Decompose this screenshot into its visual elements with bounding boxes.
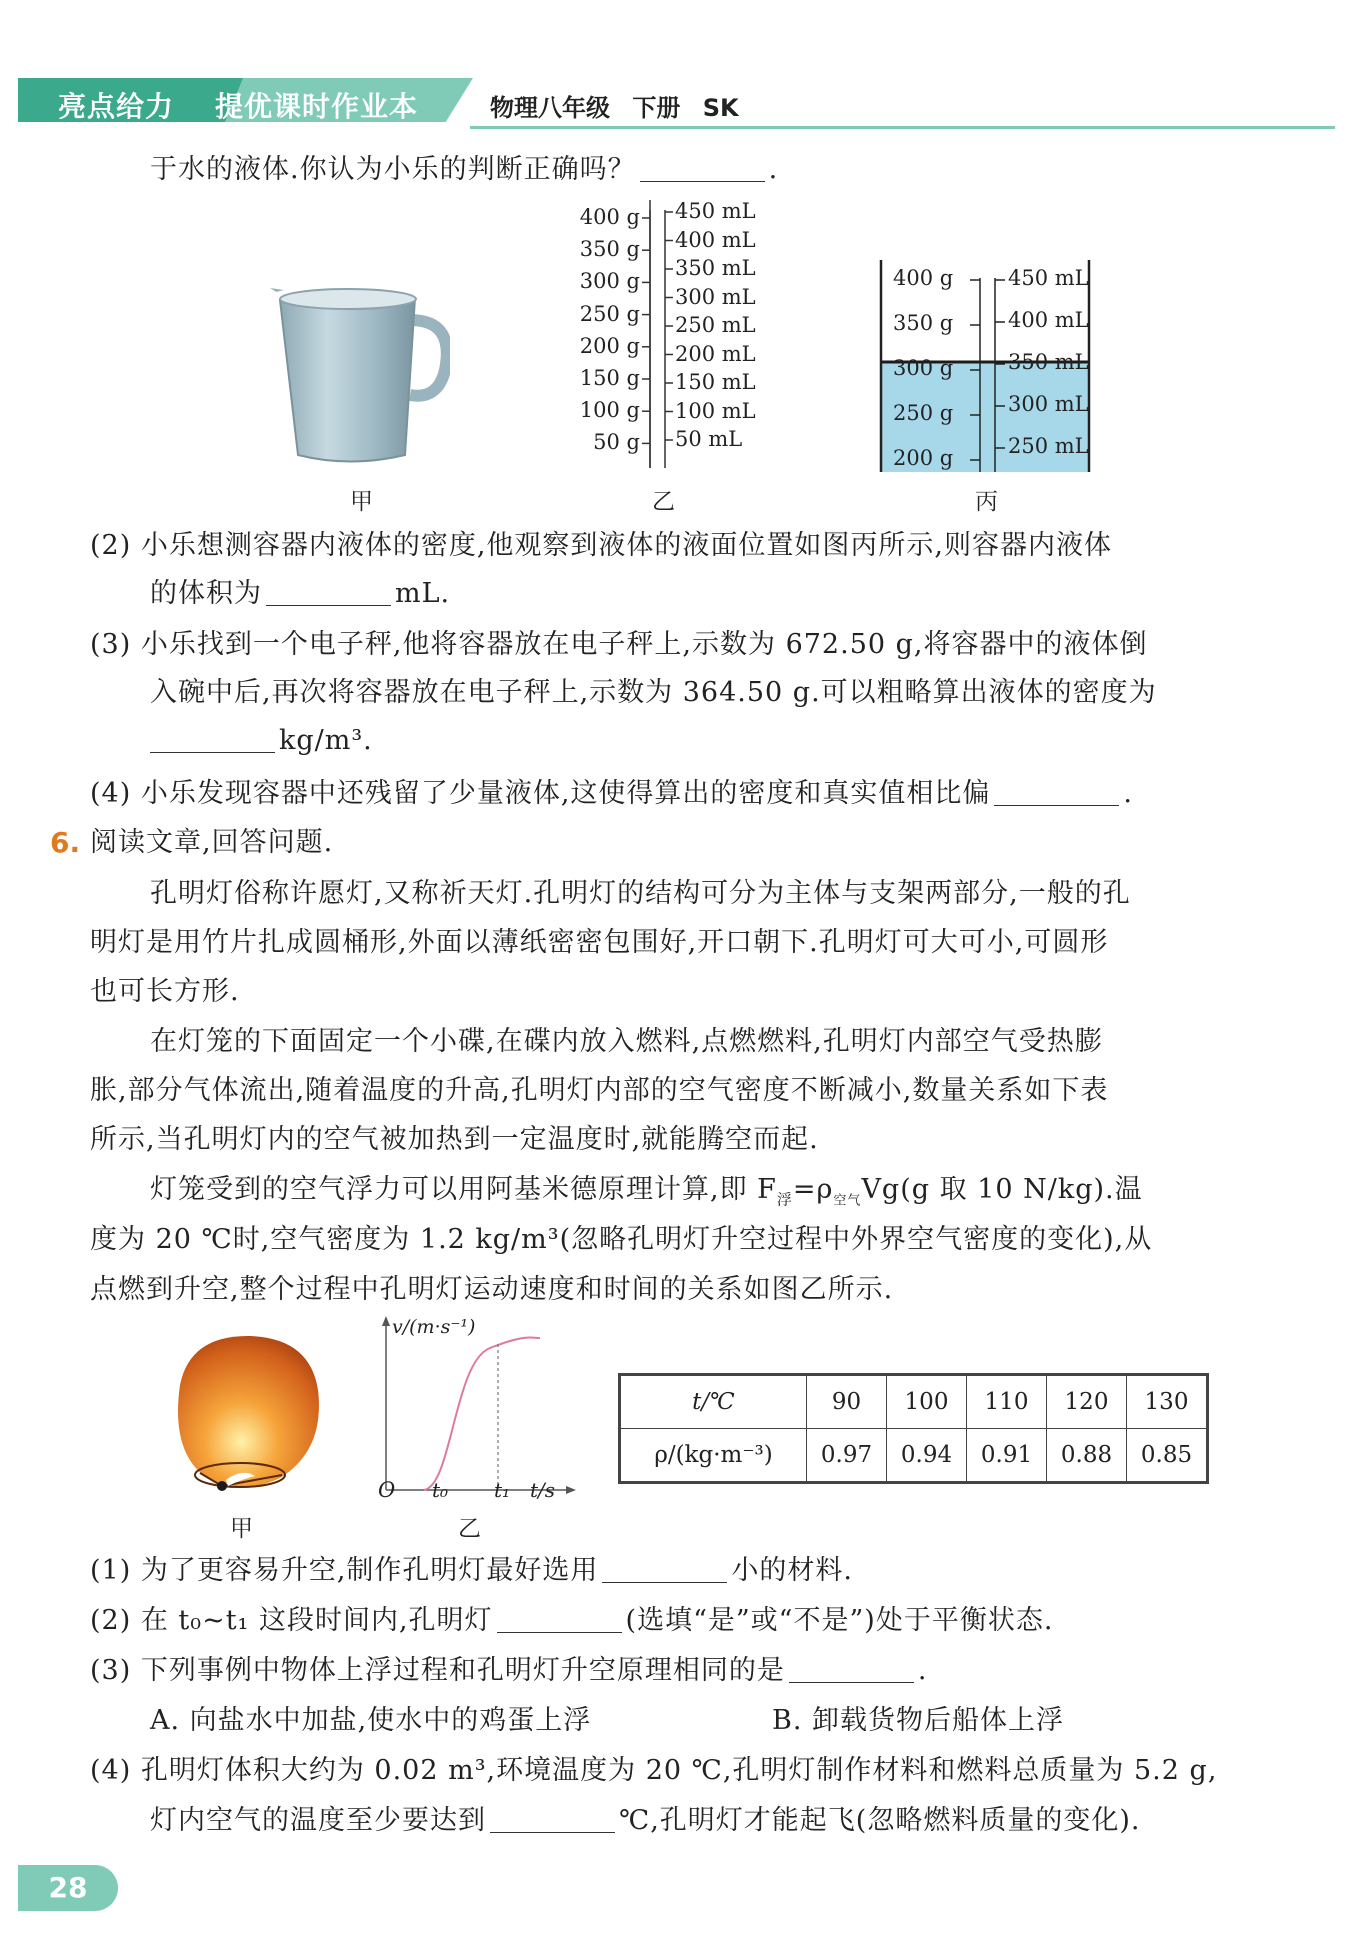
table-cell: 90 xyxy=(807,1375,887,1429)
q6-sub3: (3) 下列事例中物体上浮过程和孔明灯升空原理相同的是 . xyxy=(90,1655,928,1686)
graph-origin: O xyxy=(378,1478,396,1502)
header-subject-text: 物理八年级 xyxy=(490,94,610,122)
scale-ml-label: 100 mL xyxy=(675,398,756,423)
table-cell: 0.91 xyxy=(967,1429,1047,1483)
jug-body xyxy=(280,298,415,462)
q5-part3-line1: (3) 小乐找到一个电子秤,他将容器放在电子秤上,示数为 672.50 g,将容器中的液体倒 xyxy=(90,629,1148,660)
fig-label-jia-6: 甲 xyxy=(230,1516,253,1542)
q5-part3-line2: 入碗中后,再次将容器放在电子秤上,示数为 364.50 g.可以粗略算出液体的密度为 xyxy=(150,677,1157,708)
jug-handle xyxy=(410,320,447,396)
scale-g-label: 350 g xyxy=(579,237,640,262)
q6-sub1-prefix: (1) 为了更容易升空,制作孔明灯最好选用 xyxy=(90,1555,599,1586)
q5-continuation: 于水的液体.你认为小乐的判断正确吗？ . xyxy=(150,154,779,185)
sky-lantern-figure xyxy=(160,1330,330,1505)
table-cell: 110 xyxy=(967,1375,1047,1429)
q6-sub3-text: (3) 下列事例中物体上浮过程和孔明灯升空原理相同的是 xyxy=(90,1655,785,1686)
q6-para2-line1: 在灯笼的下面固定一个小碟,在碟内放入燃料,点燃燃料,孔明灯内部空气受热膨 xyxy=(150,1026,1103,1057)
table-cell: 0.85 xyxy=(1127,1429,1208,1483)
q6-para3-text3: Vg(g 取 10 N/kg).温 xyxy=(861,1174,1143,1205)
scale-ml-label: 350 mL xyxy=(675,256,756,280)
header-volume: 下册 xyxy=(632,94,681,122)
q5-continuation-text: 于水的液体.你认为小乐的判断正确吗？ xyxy=(150,154,636,185)
q6-option-b: B. 卸载货物后船体上浮 xyxy=(772,1705,1065,1736)
q6-number: 6. xyxy=(50,826,81,859)
answer-blank[interactable] xyxy=(640,155,765,182)
q6-sub-fu: 浮 xyxy=(776,1190,793,1209)
velocity-curve xyxy=(424,1337,540,1490)
lantern-fuel xyxy=(217,1481,227,1491)
scale-g-label: 150 g xyxy=(579,366,640,390)
q6-option-a: A. 向盐水中加盐,使水中的鸡蛋上浮 xyxy=(150,1705,592,1736)
q6-para3-line1 xyxy=(150,1172,1143,1219)
answer-blank[interactable] xyxy=(490,1806,615,1833)
q6-title: 阅读文章,回答问题. xyxy=(90,827,334,858)
fig-label-yi-6: 乙 xyxy=(458,1516,481,1542)
graph-ylabel: v/(m·s⁻¹) xyxy=(392,1316,476,1338)
scale-ml-label: 250 mL xyxy=(675,313,756,337)
answer-blank[interactable] xyxy=(497,1606,622,1633)
scale-ml-label: 300 mL xyxy=(675,284,756,309)
q5-part4: (4) 小乐发现容器中还残留了少量液体,这使得算出的密度和真实值相比偏 . xyxy=(90,778,1134,809)
q6-sub4-prefix: 灯内空气的温度至少要达到 xyxy=(150,1805,486,1836)
q5-part2-unit: mL. xyxy=(395,578,451,609)
graph-t0-label: t₀ xyxy=(432,1478,449,1502)
table-head-density: ρ/(kg·m⁻³) xyxy=(620,1429,807,1483)
q5-part3-unit: kg/m³. xyxy=(279,725,373,756)
measuring-jug-figure xyxy=(270,280,450,470)
q5-part2-prefix: 的体积为 xyxy=(150,578,262,609)
q6-para3-text2: =ρ xyxy=(792,1174,834,1205)
q6-para3-line3: 点燃到升空,整个过程中孔明灯运动速度和时间的关系如图乙所示. xyxy=(90,1274,894,1305)
q6-para2-line3: 所示,当孔明灯内的空气被加热到一定温度时,就能腾空而起. xyxy=(90,1124,819,1155)
table-cell: 0.88 xyxy=(1047,1429,1127,1483)
q5-part2-line2 xyxy=(150,576,450,612)
q6-sub4-suffix: ℃,孔明灯才能起飞(忽略燃料质量的变化). xyxy=(619,1805,1141,1836)
velocity-time-graph xyxy=(370,1310,590,1510)
table-row-temperature xyxy=(620,1375,1208,1429)
graph-y-arrow xyxy=(382,1316,390,1326)
scale-ml-label: 150 mL xyxy=(675,370,756,394)
q6-para1-line3: 也可长方形. xyxy=(90,976,240,1007)
q6-sub4-line2 xyxy=(150,1803,1140,1839)
graph-t1-label: t₁ xyxy=(494,1478,511,1502)
container-ml-label: 450 mL xyxy=(1008,266,1089,290)
table-cell: 130 xyxy=(1127,1375,1208,1429)
page-number: 28 xyxy=(18,1865,118,1911)
scale-g-label: 250 g xyxy=(579,301,640,326)
q5-part2-line1: (2) 小乐想测容器内液体的密度,他观察到液体的液面位置如图丙所示,则容器内液体 xyxy=(90,530,1112,561)
container-g-label: 300 g xyxy=(893,356,954,380)
scale-g-label: 50 g xyxy=(593,430,640,455)
jug-spout xyxy=(270,288,284,292)
q6-para1-line2: 明灯是用竹片扎成圆桶形,外面以薄纸密密包围好,开口朝下.孔明灯可大可小,可圆形 xyxy=(90,927,1109,958)
answer-blank[interactable] xyxy=(602,1556,727,1583)
q5-part4-text: (4) 小乐发现容器中还残留了少量液体,这使得算出的密度和真实值相比偏 xyxy=(90,778,991,809)
q6-sub2-prefix: (2) 在 t₀~t₁ 这段时间内,孔明灯 xyxy=(90,1605,493,1636)
fig-label-jia-5: 甲 xyxy=(350,489,373,515)
container-g-label: 200 g xyxy=(893,446,954,470)
container-g-label: 250 g xyxy=(893,401,954,425)
scale-g-label: 200 g xyxy=(579,333,640,358)
container-ml-label: 300 mL xyxy=(1008,392,1089,416)
answer-blank[interactable] xyxy=(789,1656,914,1683)
header-series: 亮点给力 xyxy=(58,90,175,123)
density-temperature-table xyxy=(618,1373,1209,1484)
header-rule xyxy=(470,126,1335,129)
q6-sub2 xyxy=(90,1603,1053,1639)
container-g-label: 400 g xyxy=(893,266,954,290)
scale-ml-label: 400 mL xyxy=(675,227,756,252)
q6-sub1 xyxy=(90,1553,853,1589)
q6-sub2-suffix: (选填“是”或“不是”)处于平衡状态. xyxy=(625,1605,1054,1636)
table-cell: 100 xyxy=(887,1375,967,1429)
container-ml-label: 250 mL xyxy=(1008,434,1089,458)
fig-label-bing-5: 丙 xyxy=(975,489,998,515)
q6-para2-line2: 胀,部分气体流出,随着温度的升高,孔明灯内部的空气密度不断减小,数量关系如下表 xyxy=(90,1075,1109,1106)
jug-rim xyxy=(280,289,416,309)
graph-xlabel: t/s xyxy=(530,1478,556,1502)
header-title: 提优课时作业本 xyxy=(215,90,419,123)
graph-x-arrow xyxy=(566,1486,576,1494)
container-g-label: 350 g xyxy=(893,311,954,335)
scale-ml-label: 50 mL xyxy=(675,427,743,451)
table-row-density xyxy=(620,1429,1208,1483)
q5-part3-line3 xyxy=(150,723,373,759)
table-cell: 120 xyxy=(1047,1375,1127,1429)
q6-sub1-suffix: 小的材料. xyxy=(731,1555,854,1586)
header-subject xyxy=(490,88,739,123)
container-ml-label: 350 mL xyxy=(1008,350,1089,374)
q6-para3-text1: 灯笼受到的空气浮力可以用阿基米德原理计算,即 F xyxy=(150,1174,777,1205)
lantern-body xyxy=(178,1336,319,1487)
scale-g-label: 300 g xyxy=(579,269,640,294)
scale-g-label: 400 g xyxy=(579,205,640,229)
q6-sub4-line1: (4) 孔明灯体积大约为 0.02 m³,环境温度为 20 ℃,孔明灯制作材料和燃料总质量为 5.2 g, xyxy=(90,1755,1218,1786)
scale-ml-label: 200 mL xyxy=(675,341,756,366)
answer-blank[interactable] xyxy=(266,579,391,606)
q6-sub-air: 空气 xyxy=(833,1193,862,1209)
q6-para1-line1: 孔明灯俗称许愿灯,又称祈天灯.孔明灯的结构可分为主体与支架两部分,一般的孔 xyxy=(150,878,1131,909)
table-head-temperature: t/℃ xyxy=(620,1375,807,1429)
table-cell: 0.94 xyxy=(887,1429,967,1483)
q6-para3-line2: 度为 20 ℃时,空气密度为 1.2 kg/m³(忽略孔明灯升空过程中外界空气密度的变化),从 xyxy=(90,1224,1153,1255)
header-edition: SK xyxy=(702,94,739,122)
scale-g-label: 100 g xyxy=(579,398,640,423)
scale-ml-label: 450 mL xyxy=(675,199,756,223)
container-ml-label: 400 mL xyxy=(1008,308,1089,332)
answer-blank[interactable] xyxy=(150,726,275,753)
table-cell: 0.97 xyxy=(807,1429,887,1483)
answer-blank[interactable] xyxy=(994,779,1119,806)
fig-label-yi-5: 乙 xyxy=(652,489,675,515)
